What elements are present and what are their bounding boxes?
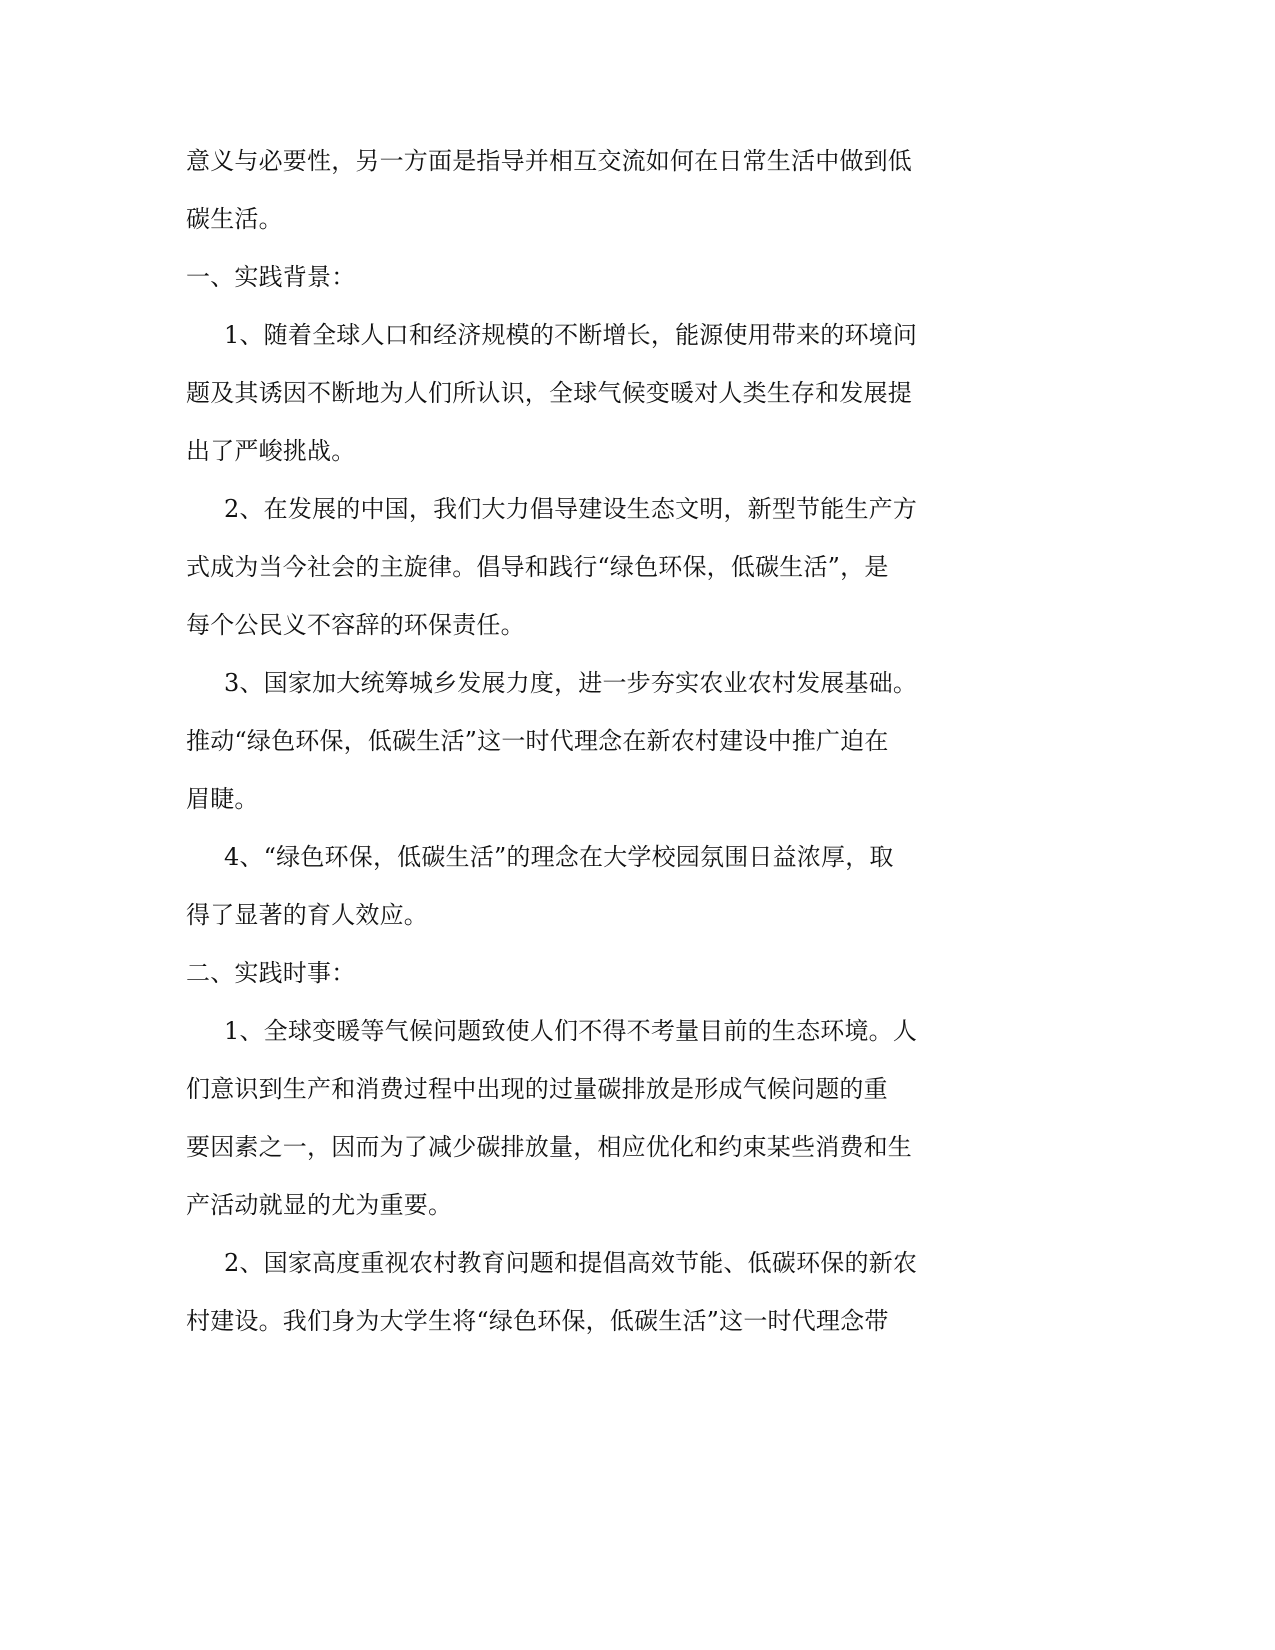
list-item-line: 得了显著的育人效应。	[186, 901, 428, 929]
section-heading-background: 一、实践背景：	[186, 263, 356, 291]
list-item-line: 眉睫。	[186, 785, 259, 813]
list-item-line: 村建设。我们身为大学生将“绿色环保，低碳生活”这一时代理念带	[186, 1307, 889, 1335]
list-item-line: 2、国家高度重视农村教育问题和提倡高效节能、低碳环保的新农	[224, 1249, 918, 1277]
list-item-line: 出了严峻挑战。	[186, 437, 356, 465]
list-item-line: 4、“绿色环保，低碳生活”的理念在大学校园氛围日益浓厚，取	[224, 843, 894, 871]
section-heading-current-events: 二、实践时事：	[186, 959, 356, 987]
list-item-line: 3、国家加大统筹城乡发展力度，进一步夯实农业农村发展基础。	[224, 669, 918, 697]
paragraph-line: 碳生活。	[186, 205, 283, 233]
list-item-line: 2、在发展的中国，我们大力倡导建设生态文明，新型节能生产方	[224, 495, 918, 523]
paragraph-line: 意义与必要性，另一方面是指导并相互交流如何在日常生活中做到低	[186, 147, 912, 175]
list-item-line: 每个公民义不容辞的环保责任。	[186, 611, 525, 639]
list-item-line: 推动“绿色环保，低碳生活”这一时代理念在新农村建设中推广迫在	[186, 727, 889, 755]
list-item-line: 式成为当今社会的主旋律。倡导和践行“绿色环保，低碳生活”，是	[186, 553, 889, 581]
list-item-line: 1、全球变暖等气候问题致使人们不得不考量目前的生态环境。人	[224, 1017, 918, 1045]
list-item-line: 要因素之一，因而为了减少碳排放量，相应优化和约束某些消费和生	[186, 1133, 912, 1161]
list-item-line: 题及其诱因不断地为人们所认识，全球气候变暖对人类生存和发展提	[186, 379, 912, 407]
list-item-line: 产活动就显的尤为重要。	[186, 1191, 453, 1219]
list-item-line: 们意识到生产和消费过程中出现的过量碳排放是形成气候问题的重	[186, 1075, 888, 1103]
list-item-line: 1、随着全球人口和经济规模的不断增长，能源使用带来的环境问	[224, 321, 918, 349]
